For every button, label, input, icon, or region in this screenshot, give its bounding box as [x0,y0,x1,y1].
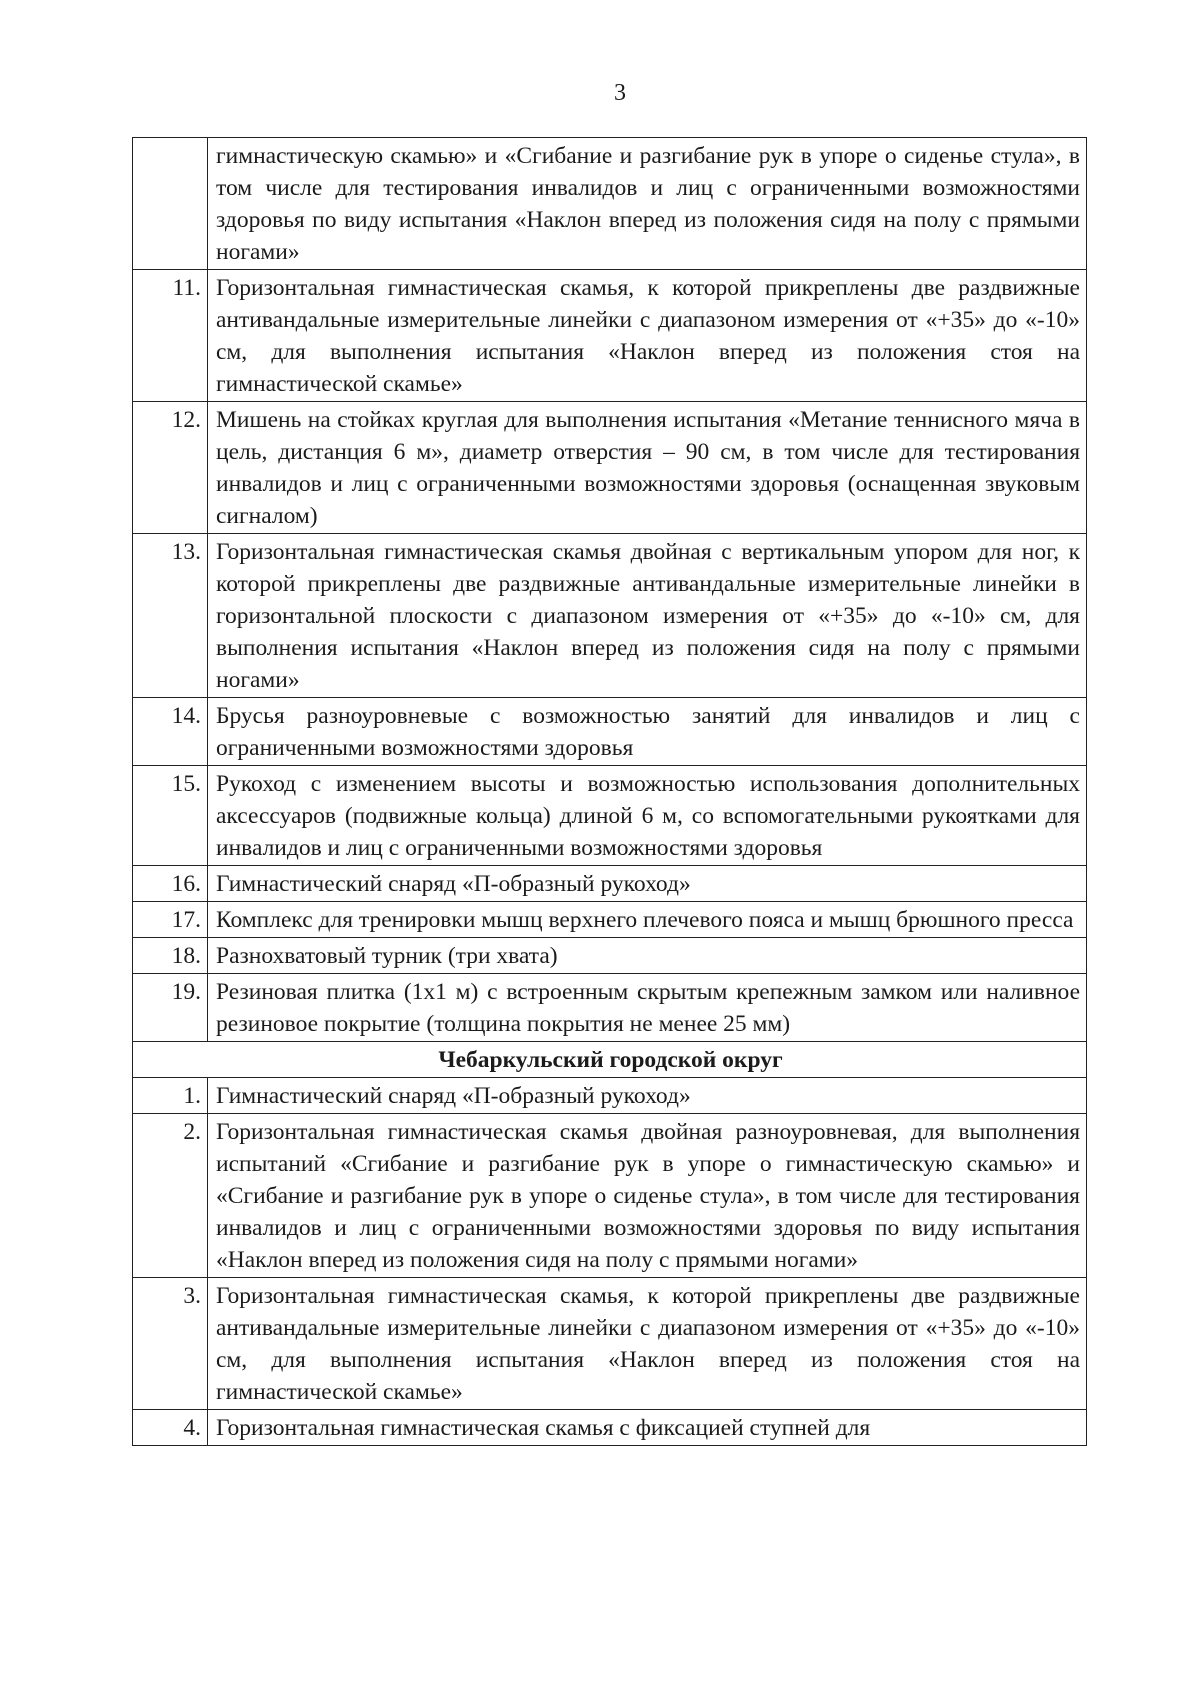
row-number: 3. [133,1278,208,1410]
row-number: 17. [133,902,208,938]
table-row [133,1278,1087,1410]
row-number: 13. [133,534,208,698]
table-row [133,270,1087,402]
row-number: 2. [133,1114,208,1278]
row-number: 12. [133,402,208,534]
section-title: Чебаркульский городской округ [133,1042,1087,1078]
row-number: 4. [133,1410,208,1446]
table-row [133,866,1087,902]
row-number: 11. [133,270,208,402]
row-text: Мишень на стойках круглая для выполнения испытания «Метание теннисного мяча в цель, дистанция 6 м», диаметр отверстия – 90 см, в том числе для тестирования инвалидов и лиц с ограниченными возможностями здоровья (оснащенная звуковым сигналом) [208,402,1087,534]
page-number: 3 [614,80,626,106]
row-text: Брусья разноуровневые с возможностью занятий для инвалидов и лиц с ограниченными возможностями здоровья [208,698,1087,766]
row-number: 1. [133,1078,208,1114]
row-number: 15. [133,766,208,866]
table-row [133,766,1087,866]
table-row [133,1410,1087,1446]
table-row [133,138,1087,270]
row-text: Рукоход с изменением высоты и возможностью использования дополнительных аксессуаров (подвижные кольца) длиной 6 м, со вспомогательными рукоятками для инвалидов и лиц с ограниченными возможностями здоровья [208,766,1087,866]
row-text: Горизонтальная гимнастическая скамья, к которой прикреплены две раздвижные антивандальные измерительные линейки с диапазоном измерения от «+35» до «-10» см, для выполнения испытания «Наклон вперед из положения стоя на гимнастической скамье» [208,1278,1087,1410]
table-row [133,902,1087,938]
row-text: гимнастическую скамью» и «Сгибание и разгибание рук в упоре о сиденье стула», в том числе для тестирования инвалидов и лиц с ограниченными возможностями здоровья по виду испытания «Наклон вперед из положения сидя на полу с прямыми ногами» [208,138,1087,270]
table-row [133,402,1087,534]
row-text: Гимнастический снаряд «П-образный рукоход» [208,1078,1087,1114]
table-row [133,698,1087,766]
table-row [133,1078,1087,1114]
row-number: 19. [133,974,208,1042]
table-row [133,1114,1087,1278]
row-number: 18. [133,938,208,974]
row-number: 14. [133,698,208,766]
row-text: Горизонтальная гимнастическая скамья с фиксацией ступней для [208,1410,1087,1446]
row-text: Горизонтальная гимнастическая скамья двойная с вертикальным упором для ног, к которой прикреплены две раздвижные антивандальные измерительные линейки в горизонтальной плоскости с диапазоном измерения от «+35» до «-10» см, для выполнения испытания «Наклон вперед из положения сидя на полу с прямыми ногами» [208,534,1087,698]
row-text: Комплекс для тренировки мышц верхнего плечевого пояса и мышц брюшного пресса [208,902,1087,938]
row-text: Разнохватовый турник (три хвата) [208,938,1087,974]
row-text: Горизонтальная гимнастическая скамья, к которой прикреплены две раздвижные антивандальные измерительные линейки с диапазоном измерения от «+35» до «-10» см, для выполнения испытания «Наклон вперед из положения стоя на гимнастической скамье» [208,270,1087,402]
row-number [133,138,208,270]
equipment-table [132,137,1087,1446]
row-text: Резиновая плитка (1х1 м) с встроенным скрытым крепежным замком или наливное резиновое покрытие (толщина покрытия не менее 25 мм) [208,974,1087,1042]
row-text: Горизонтальная гимнастическая скамья двойная разноуровневая, для выполнения испытаний «Сгибание и разгибание рук в упоре о гимнастическую скамью» и «Сгибание и разгибание рук в упоре о сиденье стула», в том числе для тестирования инвалидов и лиц с ограниченными возможностями здоровья по виду испытания «Наклон вперед из положения сидя на полу с прямыми ногами» [208,1114,1087,1278]
table-row [133,534,1087,698]
row-number: 16. [133,866,208,902]
section-header-row [133,1042,1087,1078]
table-row [133,938,1087,974]
table-row [133,974,1087,1042]
row-text: Гимнастический снаряд «П-образный рукоход» [208,866,1087,902]
